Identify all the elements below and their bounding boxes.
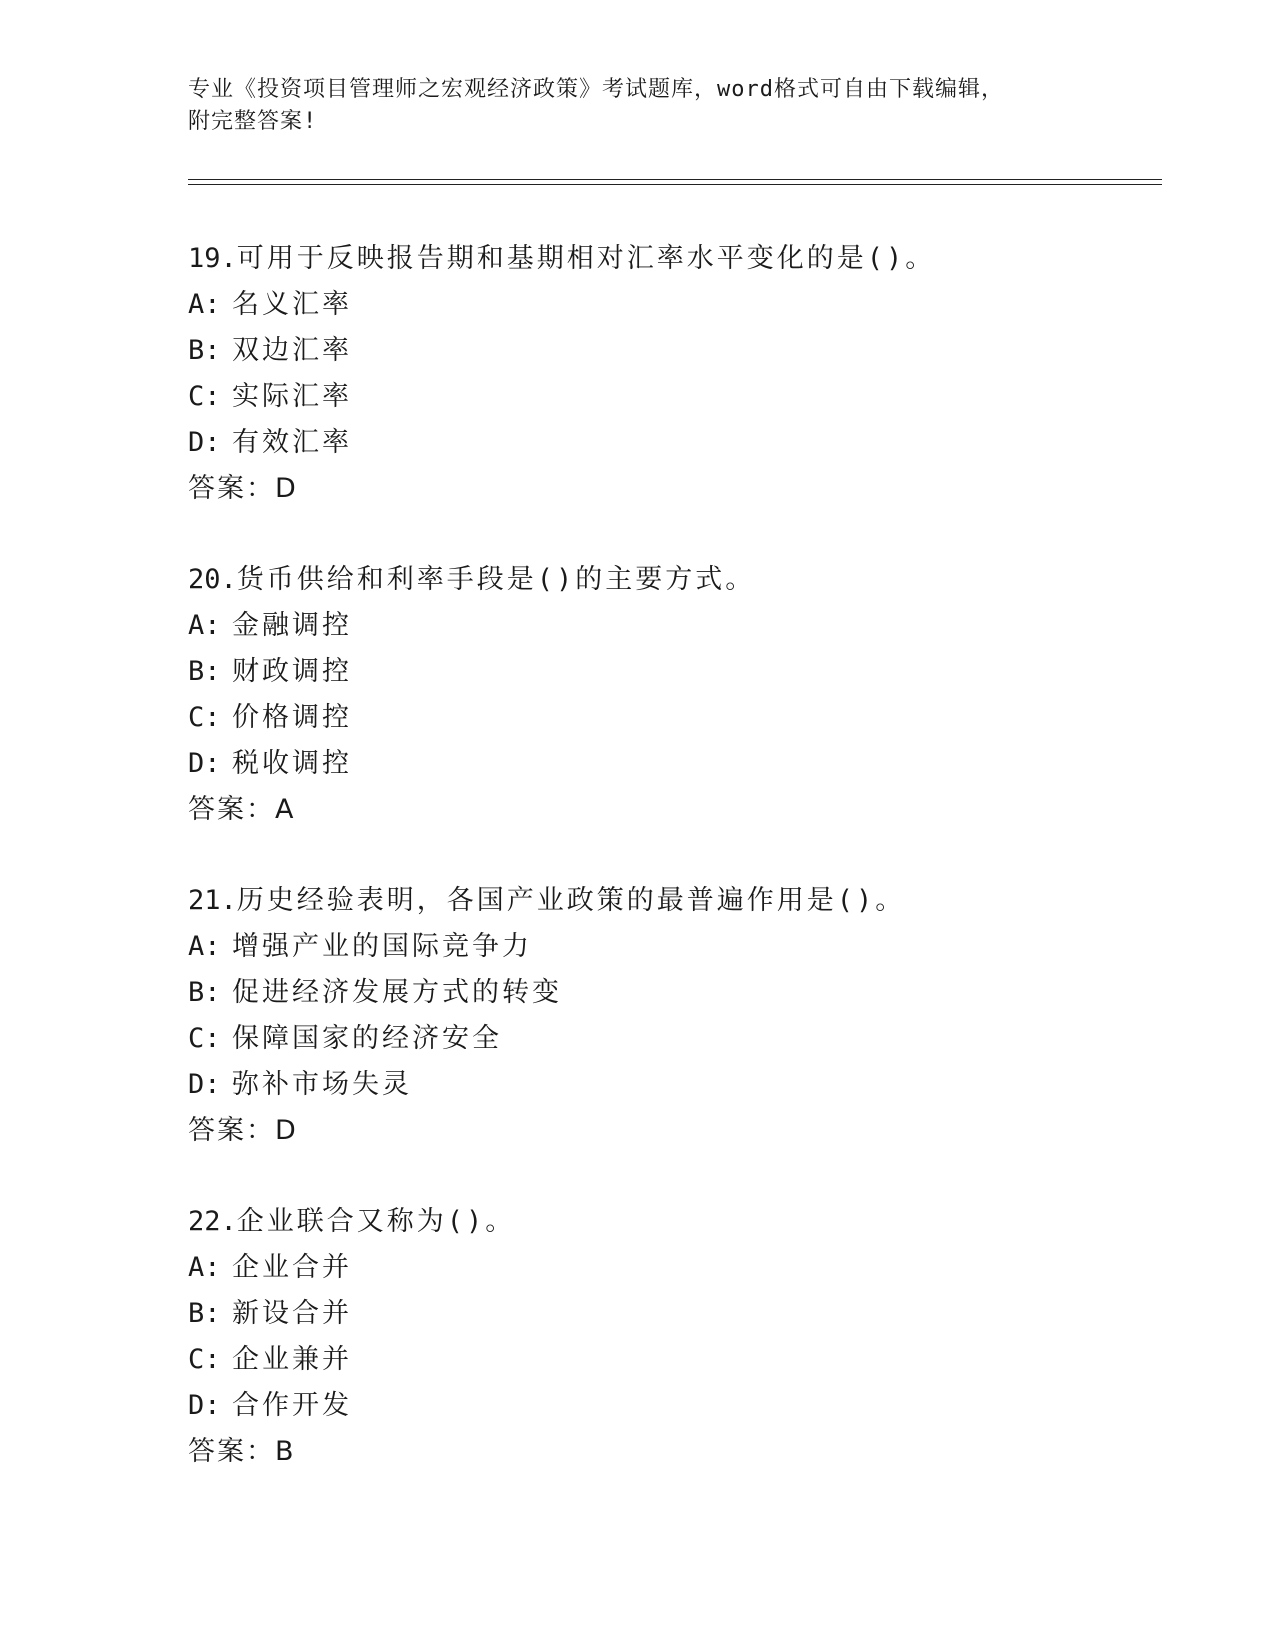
question-text: 历史经验表明，各国产业政策的最普遍作用是()。 bbox=[236, 885, 906, 916]
option-text: 有效汇率 bbox=[232, 427, 352, 458]
option-d bbox=[188, 741, 1148, 787]
option-c bbox=[188, 695, 1148, 741]
question-text: 企业联合又称为()。 bbox=[236, 1206, 516, 1237]
question-stem bbox=[188, 557, 1148, 603]
question-number: 19. bbox=[188, 243, 237, 274]
answer bbox=[188, 1429, 1148, 1475]
option-letter: A: bbox=[188, 610, 221, 641]
question-text: 可用于反映报告期和基期相对汇率水平变化的是()。 bbox=[236, 243, 936, 274]
option-text: 名义汇率 bbox=[232, 289, 352, 320]
answer bbox=[188, 1108, 1148, 1154]
option-letter: B: bbox=[188, 977, 221, 1008]
option-b bbox=[188, 328, 1148, 374]
answer-label: 答案： bbox=[188, 473, 275, 504]
option-letter: A: bbox=[188, 1252, 221, 1283]
option-d bbox=[188, 1062, 1148, 1108]
option-a bbox=[188, 282, 1148, 328]
option-letter: C: bbox=[188, 381, 221, 412]
option-c bbox=[188, 1337, 1148, 1383]
question-number: 22. bbox=[188, 1206, 237, 1237]
question-text: 货币供给和利率手段是()的主要方式。 bbox=[236, 564, 756, 595]
question-list bbox=[188, 236, 1148, 1520]
option-text: 企业兼并 bbox=[232, 1344, 352, 1375]
option-text: 促进经济发展方式的转变 bbox=[232, 977, 562, 1008]
option-text: 税收调控 bbox=[232, 748, 352, 779]
option-text: 保障国家的经济安全 bbox=[232, 1023, 502, 1054]
option-text: 弥补市场失灵 bbox=[232, 1069, 412, 1100]
option-c bbox=[188, 1016, 1148, 1062]
answer-value: A bbox=[275, 794, 296, 825]
question-21 bbox=[188, 878, 1148, 1199]
question-stem bbox=[188, 878, 1148, 924]
option-text: 金融调控 bbox=[232, 610, 352, 641]
option-letter: C: bbox=[188, 702, 221, 733]
option-letter: C: bbox=[188, 1023, 221, 1054]
question-stem bbox=[188, 236, 1148, 282]
option-letter: C: bbox=[188, 1344, 221, 1375]
question-20 bbox=[188, 557, 1148, 878]
answer-label: 答案： bbox=[188, 1436, 275, 1467]
option-b bbox=[188, 1291, 1148, 1337]
document-header bbox=[188, 74, 1068, 138]
question-number: 20. bbox=[188, 564, 237, 595]
option-d bbox=[188, 420, 1148, 466]
option-letter: B: bbox=[188, 335, 221, 366]
answer-value: B bbox=[275, 1436, 296, 1467]
option-letter: A: bbox=[188, 289, 221, 320]
question-22 bbox=[188, 1199, 1148, 1520]
option-letter: D: bbox=[188, 427, 221, 458]
question-19 bbox=[188, 236, 1148, 557]
option-text: 企业合并 bbox=[232, 1252, 352, 1283]
header-divider-top bbox=[188, 179, 1162, 180]
option-text: 财政调控 bbox=[232, 656, 352, 687]
option-letter: B: bbox=[188, 656, 221, 687]
option-text: 价格调控 bbox=[232, 702, 352, 733]
option-letter: D: bbox=[188, 1390, 221, 1421]
answer bbox=[188, 787, 1148, 833]
answer bbox=[188, 466, 1148, 512]
option-d bbox=[188, 1383, 1148, 1429]
option-c bbox=[188, 374, 1148, 420]
header-line-2: 附完整答案! bbox=[188, 109, 318, 134]
option-a bbox=[188, 1245, 1148, 1291]
option-b bbox=[188, 970, 1148, 1016]
header-line-1: 专业《投资项目管理师之宏观经济政策》考试题库，word格式可自由下载编辑， bbox=[188, 77, 1004, 102]
answer-value: D bbox=[275, 473, 298, 504]
answer-value: D bbox=[275, 1115, 298, 1146]
answer-label: 答案： bbox=[188, 794, 275, 825]
option-text: 双边汇率 bbox=[232, 335, 352, 366]
option-letter: B: bbox=[188, 1298, 221, 1329]
option-letter: A: bbox=[188, 931, 221, 962]
header-divider-bottom bbox=[188, 184, 1162, 185]
option-text: 合作开发 bbox=[232, 1390, 352, 1421]
option-a bbox=[188, 603, 1148, 649]
option-letter: D: bbox=[188, 1069, 221, 1100]
option-letter: D: bbox=[188, 748, 221, 779]
question-stem bbox=[188, 1199, 1148, 1245]
option-text: 增强产业的国际竞争力 bbox=[232, 931, 532, 962]
question-number: 21. bbox=[188, 885, 237, 916]
answer-label: 答案： bbox=[188, 1115, 275, 1146]
option-b bbox=[188, 649, 1148, 695]
option-text: 实际汇率 bbox=[232, 381, 352, 412]
option-text: 新设合并 bbox=[232, 1298, 352, 1329]
option-a bbox=[188, 924, 1148, 970]
